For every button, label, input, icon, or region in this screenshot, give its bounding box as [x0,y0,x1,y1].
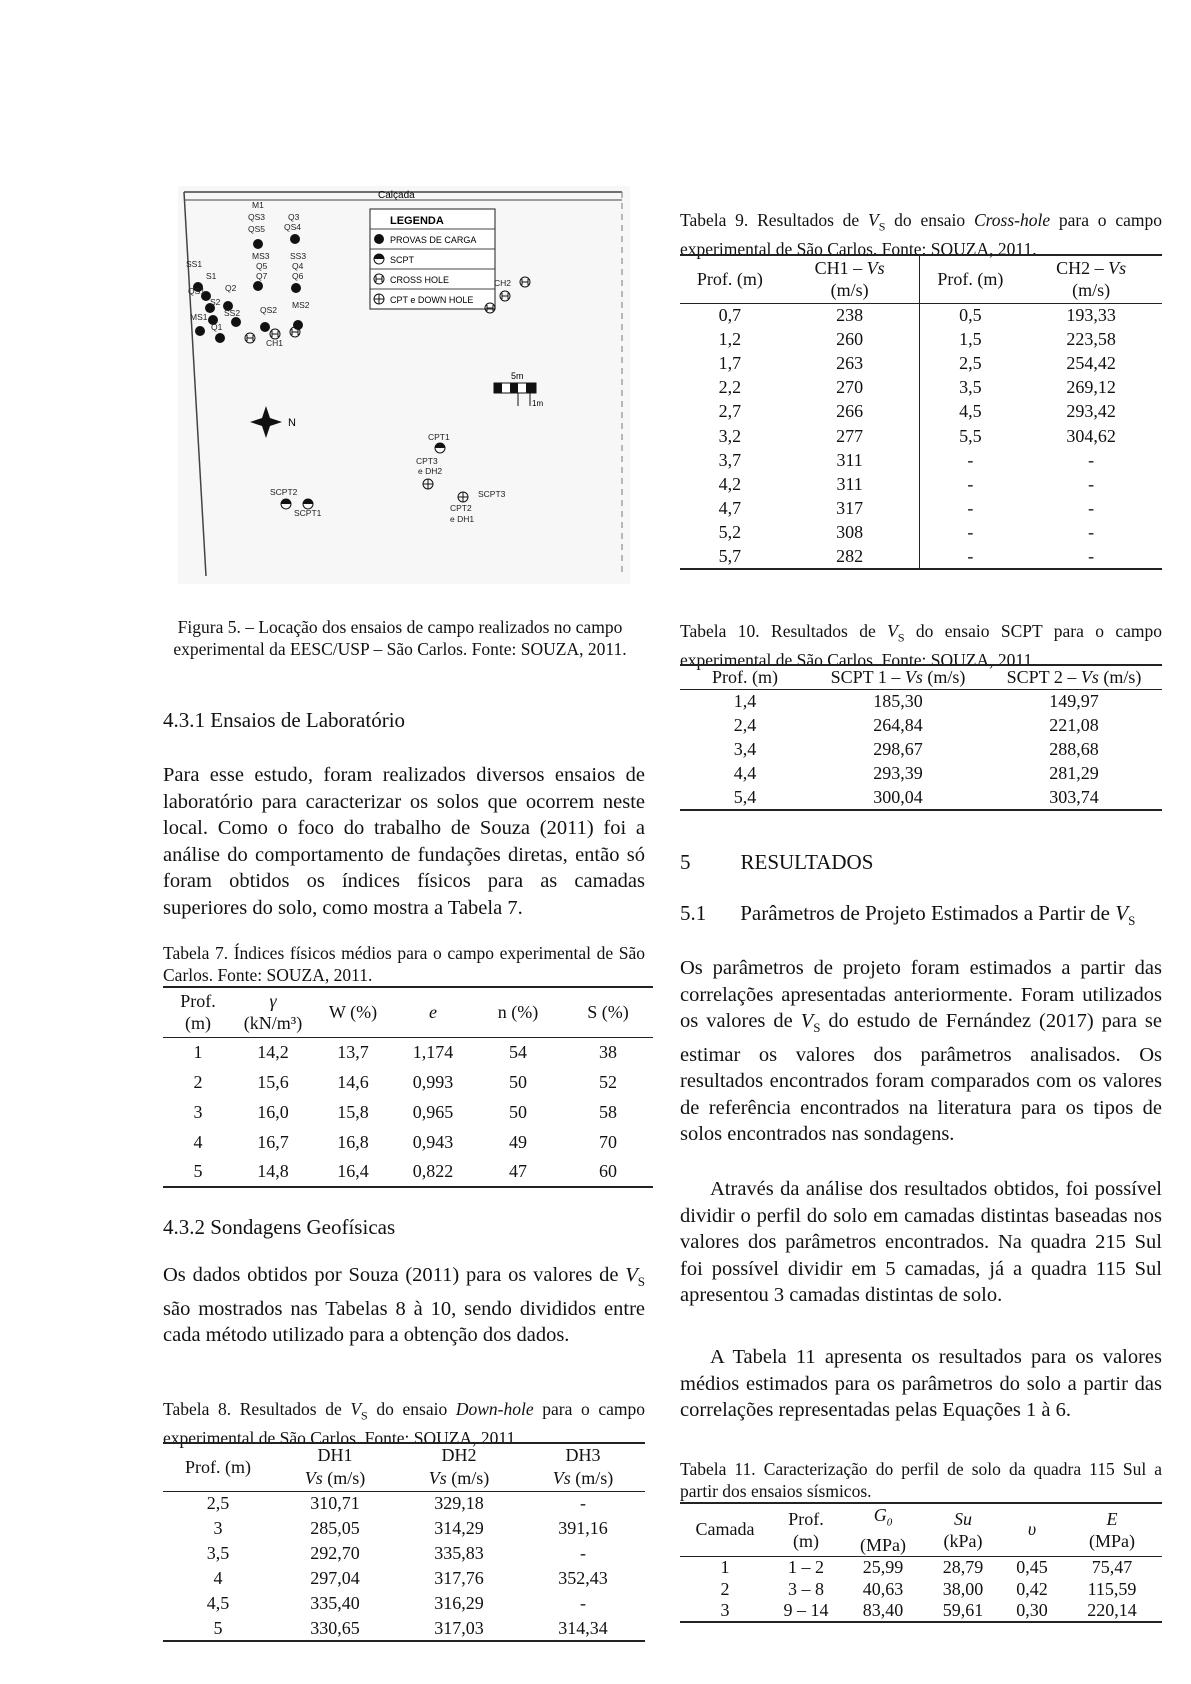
table-8-cell: 4 [213,1568,223,1588]
table-8-cell: 310,71 [310,1493,360,1514]
table-9-cell: 254,42 [1066,352,1116,373]
table-11-cell: 2 [720,1578,730,1599]
table-9-cell: 1,5 [959,328,982,349]
table-9-cell: - [1088,473,1095,494]
section-5-1-title: 5.1 Parâmetros de Projeto Estimados a Partir de $V_S$ [680,901,1136,929]
sec51-num: 5.1 [680,901,707,925]
table-10-cell: 300,04 [873,786,923,807]
table-8-row [163,1541,645,1566]
table-7-cell: 50 [509,1101,527,1122]
table-8-cell: 317,03 [434,1617,484,1638]
sec5-num: 5 [680,850,691,874]
table-7-cell: 47 [509,1161,527,1181]
table-7-cell: 60 [599,1161,617,1181]
table-8-cell: - [580,1493,586,1514]
s432-sub: S [637,1274,645,1290]
table-8-cell: 4,5 [206,1593,230,1613]
table-9-cell: 282 [780,545,920,569]
pt-SS3: SS3 [290,251,307,261]
t7-h-gamma-unit: (kN/m³) [243,1013,303,1034]
table-8-row [163,1591,645,1616]
table-9-cell: 293,42 [1066,401,1116,422]
table-10-body [680,689,1162,810]
table-9-cell: 3,7 [718,449,742,470]
legend-title: LEGENDA [390,215,444,227]
table-9-row [680,327,1162,351]
t8-h-dh3: DH3 [565,1445,601,1465]
table-7-cell: 16,0 [257,1101,289,1122]
s432-b: são mostrados nas Tabelas 8 à 10, sendo divididos entre cada método utilizado para a obtenção dos dados. [163,1297,645,1347]
table-11-row [680,1600,1162,1622]
table-8-cell: 297,04 [310,1568,360,1588]
table-8-row [163,1616,645,1641]
table-11-row [680,1578,1162,1600]
s432-a: Os dados obtidos por Souza (2011) para os valores de [163,1264,626,1286]
table-11-cell: 83,40 [862,1600,904,1621]
pt-eDH1: e DH1 [450,514,475,524]
table-8-cell: 335,40 [310,1593,360,1613]
table-9-cell: 0,7 [718,304,742,325]
t7-h-e: e [429,1001,437,1022]
table-8-cell: 3,5 [206,1543,230,1563]
table-10-row [680,737,1162,761]
t8-h-dh2: DH2 [441,1445,477,1465]
section-4-3-1-text: Para esse estudo, foram realizados diversos ensaios de laboratório para caracterizar os solos que ocorrem neste local. Como o foco do trabalho de Souza (2011) foi a análise do comportamento de fundações diretas, então só foram obtidos os índices físicos para as camadas superiores do solo, como mostra a Tabela 7. [163,764,645,919]
section-4-3-2-title: 4.3.2 Sondagens Geofísicas [163,1215,396,1239]
table-7-cell: 2 [193,1071,203,1092]
pt-QS1: QS1 [188,286,206,296]
pt-CPT1: CPT1 [428,432,450,442]
table-7-cell: 5 [193,1161,203,1181]
table-9-cell: 3,5 [959,377,982,398]
table-9-cell: 1,2 [718,328,742,349]
table-9-cell: - [967,473,974,494]
table-10-row [680,689,1162,713]
table-7-caption: Tabela 7. Índices físicos médios para o campo experimental de São Carlos. Fonte: SOUZA, 2011. [163,943,645,985]
table-7-row [163,1067,653,1097]
table-9-cell: - [967,522,974,543]
pt-MS2: MS2 [292,300,310,310]
t10-h-prof: Prof. (m) [712,666,778,687]
table-9-cell: 5,7 [718,545,742,566]
pt-S1: S1 [206,271,217,281]
table-9-cell: 311 [780,472,920,496]
table-9-cell: 5,5 [959,425,982,446]
table-8-cell: 314,34 [558,1617,608,1638]
pt-eDH2: e DH2 [418,466,443,476]
table-7-cell: 58 [599,1101,617,1122]
table-10: Prof. (m) SCPT 1 – Vs (m/s) SCPT 2 – Vs (m/s) 1,4 185,30 149,97 2,4 264,84 221,08 3,4 298,67 288,68 4,4 293,39 281,29 5,4 300,04 303,74 [680,664,1162,811]
table-7-row [163,1127,653,1157]
t8-h-dh1: DH1 [317,1445,353,1465]
section-4-3-1-title: 4.3.1 Ensaios de Laboratório [163,708,406,732]
table-9-row [680,472,1162,496]
table-7-cell: 13,7 [337,1041,369,1062]
pt-Q3: Q3 [288,212,300,222]
table-8-row [163,1516,645,1541]
legend-item-3: CROSS HOLE [390,275,450,285]
table-8-cell: - [580,1593,586,1613]
table-7-cell: 1,174 [412,1041,454,1062]
table-11-cell: 1 [720,1556,730,1577]
pt-Q5: Q5 [256,261,268,271]
table-11-cell: 38,00 [942,1578,984,1599]
pt-Q7: Q7 [256,271,268,281]
scale-5m: 5m [511,371,524,381]
table-8-cell: 285,05 [310,1518,360,1538]
table-9-cell: 317 [780,497,920,521]
table-10-row [680,762,1162,786]
table-9-row [680,424,1162,448]
table-9-cell: - [967,498,974,519]
table-11-cell: 25,99 [862,1556,904,1577]
table-9-cell: 223,58 [1066,328,1116,349]
table-9-cell: 4,7 [718,498,742,519]
table-7-cell: 15,6 [257,1071,289,1092]
table-8-cell: 317,76 [434,1568,484,1588]
table-9-row [680,376,1162,400]
section-4-3-2-text [163,1262,645,1349]
table-11: Camada Prof. (m) $G_0$ (MPa) Su (kPa) υ E (MPa) 1 1 – 2 25,99 28,79 0,45 75,47 2 3 – 8 40,63 38,00 0,42 115,59 3 9 – 14 83,40 59,61 0,30 220,14 [680,1502,1162,1623]
pt-SCPT2: SCPT2 [270,487,298,497]
t9-h-prof1: Prof. (m) [696,268,763,289]
t7-h-prof-unit: (m) [185,1013,211,1034]
sec51-title: Parâmetros de Projeto Estimados a Partir de [740,901,1116,925]
table-9-cell: 260 [780,327,920,351]
table-11-cell: 3 – 8 [788,1578,824,1599]
table-10-cell: 1,4 [733,690,757,711]
table-7-cell: 0,943 [412,1131,454,1152]
table-9-cell: - [967,449,974,470]
scale-1m: 1m [532,399,544,408]
table-7-cell: 16,7 [257,1131,289,1152]
table-9-cell: 2,5 [959,352,982,373]
table-11-cell: 0,45 [1016,1556,1048,1577]
table-9-cell: 311 [780,448,920,472]
table-7-cell: 3 [193,1101,203,1122]
table-7-cell: 16,4 [337,1161,369,1181]
pt-SS1: SS1 [186,259,203,269]
table-9-row [680,521,1162,545]
table-11-body [680,1556,1162,1622]
table-8-caption: Tabela 8. Resultados de $V_S$ do ensaio Down-hole para o campo experimental de São Carlos. Fonte: SOUZA, 2011. [163,1399,645,1448]
table-9-row [680,303,1162,327]
table-9-row [680,400,1162,424]
table-9-body [680,303,1162,569]
table-11-cell: 0,30 [1016,1600,1048,1621]
table-7-cell: 4 [193,1131,203,1152]
pt-MS3: MS3 [252,251,270,261]
table-8-cell: 329,18 [434,1493,484,1514]
table-8-cell: 352,43 [558,1568,608,1588]
table-9: Prof. (m) CH1 – Vs (m/s) Prof. (m) CH2 – Vs (m/s) 0,7 238 0,5 193,33 1,2 260 1,5 223,58 1,7 263 2,5 254,42 2,2 270 3,5 269,12 2,7 266 4,5 293,42 3,2 277 5,5 304,62 3,7 311 - - 4,2 311 - - 4,7 317 - - 5,2 308 - - 5,7 282 - - [680,254,1162,570]
table-9-caption: Tabela 9. Resultados de $V_S$ do ensaio Cross-hole para o campo experimental de São Carlos. Fonte: SOUZA, 2011. [680,210,1162,259]
table-7-cell: 54 [509,1041,527,1062]
table-8-cell: - [580,1543,586,1563]
table-7-cell: 50 [509,1071,527,1092]
table-11-cell: 9 – 14 [783,1600,829,1621]
figure-5-caption: Figura 5. – Locação dos ensaios de campo realizados no campo experimental da EESC/USP – São Carlos. Fonte: SOUZA, 2011. [173,617,627,659]
table-10-caption: Tabela 10. Resultados de $V_S$ do ensaio SCPT para o campo experimental de São Carlos. Fonte: SOUZA, 2011. [680,621,1163,670]
table-8-cell: 2,5 [206,1493,230,1514]
legend-item-2: SCPT [390,255,415,265]
table-9-cell: 193,33 [1066,304,1116,325]
t11-h-camada: Camada [695,1519,755,1540]
pt-CPT2: CPT2 [450,503,472,513]
table-8-cell: 316,29 [434,1593,484,1613]
s432-vs: V [625,1264,638,1286]
table-8-cell: 3 [213,1518,223,1538]
table-11-cell: 115,59 [1087,1578,1137,1599]
section-5-1-p1: Os parâmetros de projeto foram estimados a partir das correlações apresentadas anteriormente. Foram utilizados os valores de $V_S$ do estudo de Fernández (2017) para se estimar os valores dos parâmetros analisados. Os resultados encontrados foram comparados com os valores de referência encontrados na literatura para os tipos de solos encontrados nas sondagens. [680,957,1162,1146]
t7-h-w: W (%) [328,1001,378,1022]
pt-CH2: CH2 [494,278,512,288]
table-7-cell: 70 [599,1131,617,1152]
table-11-cell: 28,79 [942,1556,984,1577]
legend-item-1: PROVAS DE CARGA [390,235,477,245]
table-7-body [163,1037,653,1187]
table-9-cell: 269,12 [1066,377,1116,398]
table-8-cell: 335,83 [434,1543,484,1563]
table-8: Prof. (m) DH1 DH2 DH3 Vs (m/s) Vs (m/s) Vs (m/s) 2,5 310,71 329,18 - 3 285,05 314,29 391,16 3,5 292,70 335,83 - 4 297,04 317,76 352,43 4,5 335,40 316,29 - 5 330,65 317,03 314,34 [163,1442,645,1642]
pt-Q2: Q2 [225,283,237,293]
pt-QS5: QS5 [248,224,266,234]
table-9-row [680,351,1162,375]
table-9-row [680,448,1162,472]
t7-h-prof: Prof. [180,991,216,1012]
table-10-cell: 185,30 [873,690,923,711]
table-10-cell: 264,84 [873,714,923,735]
t7-h-n: n (%) [497,1001,539,1022]
t9-h-prof2: Prof. (m) [937,268,1004,289]
table-10-cell: 281,29 [1049,763,1099,784]
table-7-cell: 14,6 [337,1071,369,1092]
table-9-cell: 238 [780,303,920,327]
table-7-cell: 0,822 [412,1161,454,1181]
table-9-cell: 308 [780,521,920,545]
table-7-cell: 14,2 [257,1041,289,1062]
table-7-row [163,1157,653,1187]
section-5-1-p2: Através da análise dos resultados obtidos, foi possível dividir o perfil do solo em camadas distintas baseadas nos valores dos parâmetros encontrados. Na quadra 215 Sul foi possível dividir em 5 camadas, já a quadra 115 Sul apresentou 3 camadas distintas de solo. [680,1178,1162,1306]
table-9-cell: 277 [780,424,920,448]
table-7-cell: 38 [599,1041,617,1062]
table-7 [163,986,653,1188]
figure-5-map [178,186,630,584]
pt-QS3: QS3 [248,212,266,222]
table-10-cell: 5,4 [733,786,757,807]
pt-QS2: QS2 [260,305,278,315]
table-9-cell: 5,2 [718,522,742,543]
pt-SS2: SS2 [224,308,241,318]
pt-Q6: Q6 [292,271,304,281]
table-11-caption: Tabela 11. Caracterização do perfil de solo da quadra 115 Sul a partir dos ensaios sísmicos. [680,1459,1162,1501]
table-8-cell: 292,70 [310,1543,360,1563]
table-10-cell: 288,68 [1049,738,1099,759]
table-7-cell: 14,8 [257,1161,289,1181]
table-11-cell: 40,63 [862,1578,904,1599]
table-11-row [680,1556,1162,1578]
table-9-cell: 2,7 [718,401,742,422]
table-8-row [163,1566,645,1591]
table-11-cell: 220,14 [1087,1600,1137,1621]
pt-QS4: QS4 [284,222,302,232]
table-8-cell: 330,65 [310,1617,360,1638]
pt-S2: S2 [210,297,221,307]
table-9-cell: - [1088,522,1095,543]
table-7-cell: 16,8 [337,1131,369,1152]
table-8-cell: 5 [213,1617,223,1638]
site-map-svg [178,186,630,584]
table-9-cell: 270 [780,376,920,400]
table-11-cell: 59,61 [942,1600,984,1621]
table-7-row [163,1037,653,1067]
table-9-cell: 1,7 [718,352,742,373]
table-9-row [680,497,1162,521]
pt-MS1: MS1 [190,312,208,322]
table-10-cell: 2,4 [733,714,757,735]
pt-CH1: CH1 [266,338,284,348]
table-10-row [680,786,1162,810]
table-7-cell: 1 [193,1041,203,1062]
table-11-cell: 1 – 2 [788,1556,824,1577]
table-10-cell: 149,97 [1049,690,1099,711]
table-10-cell: 298,67 [873,738,923,759]
sec5-title: RESULTADOS [740,850,874,874]
table-7-cell: 49 [509,1131,527,1152]
table-8-body [163,1491,645,1641]
t7-h-gamma: γ [269,991,277,1012]
table-11-cell: 3 [720,1600,730,1621]
pt-CPT3: CPT3 [416,456,438,466]
table-8-row [163,1491,645,1516]
table-9-cell: - [1088,545,1095,566]
table-10-cell: 221,08 [1049,714,1099,735]
table-9-cell: 263 [780,351,920,375]
legend-item-4: CPT e DOWN HOLE [390,295,474,305]
table-9-cell: - [967,545,974,566]
table-9-cell: 4,2 [718,473,742,494]
table-10-row [680,713,1162,737]
table-11-cell: 75,47 [1091,1556,1133,1577]
table-9-row [680,545,1162,569]
section-5-title [680,850,873,875]
table-10-cell: 293,39 [873,763,923,784]
table-9-cell: 0,5 [959,304,982,325]
table-10-cell: 3,4 [733,738,757,759]
table-9-cell: - [1088,449,1095,470]
table-9-cell: 3,2 [718,425,742,446]
table-11-cell: 0,42 [1016,1578,1048,1599]
table-9-cell: - [1088,498,1095,519]
table-10-cell: 303,74 [1049,786,1099,807]
north-label: N [288,417,296,429]
table-7-cell: 0,965 [412,1101,454,1122]
table-9-cell: 4,5 [959,401,982,422]
table-10-cell: 4,4 [733,763,757,784]
t7-h-s: S (%) [587,1001,629,1022]
table-9-cell: 304,62 [1066,425,1116,446]
pt-SCPT1: SCPT1 [294,508,322,518]
pt-M1: M1 [252,200,264,210]
table-8-cell: 314,29 [434,1518,484,1538]
table-9-cell: 266 [780,400,920,424]
pt-Q4: Q4 [292,261,304,271]
table-7-cell: 0,993 [412,1071,454,1092]
table-7-cell: 52 [599,1071,617,1092]
map-label-top: Calçada [378,190,415,201]
section-5-1-p3: A Tabela 11 apresenta os resultados para os valores médios estimados para os parâmetros do solo a partir das correlações representadas pelas Equações 1 à 6. [680,1346,1162,1421]
pt-SCPT3: SCPT3 [478,489,506,499]
table-9-cell: 2,2 [718,377,742,398]
t8-h-prof: Prof. (m) [163,1443,273,1491]
pt-Q1: Q1 [211,322,223,332]
table-8-cell: 391,16 [558,1518,608,1538]
table-7-row [163,1097,653,1127]
table-7-cell: 15,8 [337,1101,369,1122]
